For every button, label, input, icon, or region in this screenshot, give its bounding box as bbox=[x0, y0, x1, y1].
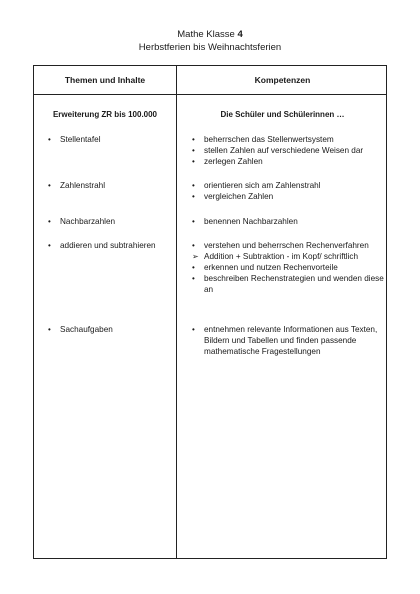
document-subtitle: Herbstferien bis Weihnachtsferien bbox=[138, 42, 282, 53]
competency-list bbox=[192, 240, 386, 295]
topic-subheading: Erweiterung ZR bis 100.000 bbox=[52, 110, 158, 119]
document-title: Mathe Klasse 4 bbox=[177, 29, 243, 40]
topic-item: • Zahlenstrahl bbox=[48, 181, 106, 190]
competency-list bbox=[192, 216, 386, 227]
bullet-icon: • bbox=[192, 135, 195, 144]
list-item: • entnehmen relevante Informationen aus Texten, Bildern und Tabellen und finden passende mathematische Fragestellungen bbox=[192, 325, 378, 356]
bullet-icon: • bbox=[48, 241, 51, 250]
bullet-icon: • bbox=[192, 192, 195, 201]
list-item: • beschreiben Rechenstrategien und wenden diese an bbox=[192, 274, 384, 294]
topic-item: • Sachaufgaben bbox=[48, 325, 113, 334]
bullet-icon: • bbox=[192, 146, 195, 155]
column-header-topics: Themen und Inhalte bbox=[64, 75, 146, 85]
list-item: • beherrschen das Stellenwertsystem bbox=[192, 135, 334, 144]
topic-item: • Stellentafel bbox=[48, 135, 101, 144]
list-item: ➢ Addition + Subtraktion - im Kopf/ schriftlich bbox=[192, 252, 359, 261]
competency-subheading: Die Schüler und Schülerinnen … bbox=[220, 110, 345, 119]
list-item: • orientieren sich am Zahlenstrahl bbox=[192, 181, 321, 190]
curriculum-table bbox=[33, 65, 387, 559]
bullet-icon: • bbox=[192, 263, 195, 272]
bullet-icon: • bbox=[192, 181, 195, 190]
grade-number: 4 bbox=[237, 29, 243, 40]
bullet-icon: • bbox=[48, 325, 51, 334]
bullet-icon: • bbox=[192, 241, 195, 250]
bullet-icon: • bbox=[48, 217, 51, 226]
bullet-icon: • bbox=[192, 325, 195, 334]
list-item: • zerlegen Zahlen bbox=[192, 157, 263, 166]
column-divider bbox=[176, 66, 177, 558]
topic-item: • Nachbarzahlen bbox=[48, 217, 116, 226]
header-divider bbox=[34, 94, 386, 95]
bullet-icon: • bbox=[192, 274, 195, 283]
list-item: • vergleichen Zahlen bbox=[192, 192, 274, 201]
list-item: • erkennen und nutzen Rechenvorteile bbox=[192, 263, 338, 272]
bullet-icon: • bbox=[48, 135, 51, 144]
list-item: • verstehen und beherrschen Rechenverfahren bbox=[192, 241, 369, 250]
bullet-icon: • bbox=[48, 181, 51, 190]
competency-list bbox=[192, 324, 386, 357]
list-item: • benennen Nachbarzahlen bbox=[192, 217, 298, 226]
column-header-competencies: Kompetenzen bbox=[254, 75, 311, 85]
topic-item: • addieren und subtrahieren bbox=[48, 241, 156, 250]
arrow-icon: ➢ bbox=[192, 252, 199, 261]
competency-list bbox=[192, 134, 386, 167]
document-header bbox=[0, 28, 420, 54]
list-item: • stellen Zahlen auf verschiedene Weisen dar bbox=[192, 146, 364, 155]
competency-list bbox=[192, 180, 386, 202]
bullet-icon: • bbox=[192, 217, 195, 226]
bullet-icon: • bbox=[192, 157, 195, 166]
